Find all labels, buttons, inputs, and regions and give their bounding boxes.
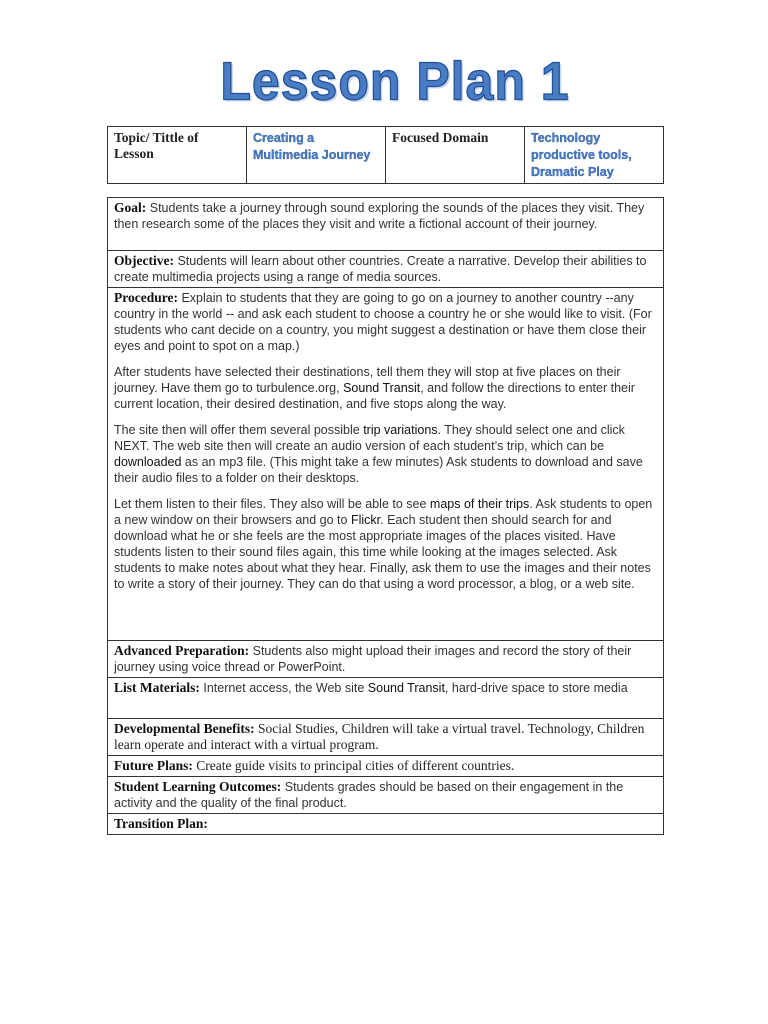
procedure-text-3a: The site then will offer them several possible: [114, 423, 364, 437]
procedure-text-4a: Let them listen to their files. They also will be able to see: [114, 497, 430, 511]
flickr-link[interactable]: Flickr: [350, 513, 381, 527]
goal-text: Students take a journey through sound exploring the sounds of the places they visit. They then research some of the places they visit and write a fictional account of their journey.: [114, 201, 645, 231]
sound-transit-link[interactable]: Sound Transit: [343, 381, 421, 395]
procedure-text-4b: . Ask students to open a new window on their browsers and go to: [114, 497, 653, 527]
procedure-paragraph-2: [114, 364, 657, 412]
materials-row: [108, 678, 664, 719]
objective-row: [108, 251, 664, 288]
advanced-preparation-label: Advanced Preparation:: [114, 643, 250, 658]
page-title: Lesson Plan 1: [220, 50, 570, 112]
header-row: [108, 127, 664, 184]
procedure-text-3b: . They should select one and click NEXT. The web site then will create an audio version of each student’s trip, which can be: [114, 423, 625, 453]
procedure-text-2a: After students have selected their destinations, tell them they will stop at five places on their journey. Have them go to turbulence.org,: [114, 365, 621, 395]
procedure-row: [108, 288, 664, 641]
materials-text-b: , hard-drive space to store media: [444, 681, 628, 695]
procedure-label: Procedure:: [114, 290, 178, 305]
procedure-text-2b: , and follow the directions to enter their current location, their desired destination, and five stops along the way.: [114, 381, 635, 411]
objective-label: Objective:: [114, 253, 174, 268]
transition-plan-row: [108, 814, 664, 835]
future-plans-text: Create guide visits to principal cities of different countries.: [196, 758, 515, 773]
goal-label: Goal:: [114, 200, 147, 215]
procedure-paragraph-4: [114, 496, 657, 592]
advanced-preparation-row: [108, 641, 664, 678]
procedure-paragraph-3: [114, 422, 657, 486]
future-plans-row: [108, 756, 664, 777]
outcomes-text: Students grades should be based on their engagement in the activity and the quality of the final product.: [114, 780, 624, 810]
procedure-text-3c: as an mp3 file. (This might take a few minutes) Ask students to download and save their audio files to a folder on their desktops.: [114, 455, 643, 485]
benefits-label: Developmental Benefits:: [114, 721, 255, 736]
objective-text: Students will learn about other countries. Create a narrative. Develop their abilities to create multimedia projects using a range of media sources.: [114, 254, 647, 284]
goal-row: [108, 198, 664, 251]
procedure-text-4c: . Each student then should search for and download what he or she feels are the most appropriate images of the places visited. Have students listen to their sound files again, this time while looking at the images selected. Ask students to make notes about what they hear. Finally, ask them to use the images and their notes to write a story of their journey. They can do that using a word processor, a blog, or a web site.: [114, 513, 651, 591]
domain-value: Technology productive tools, Dramatic Play: [525, 127, 664, 184]
procedure-text-1: Explain to students that they are going to go on a journey to another country --any country in the world -- and ask each student to choose a country he or she would like to visit. (For students who cant decide on a country, you might suggest a destination or have them close their eyes and point to spot on a map.): [114, 291, 652, 353]
lesson-table: [107, 197, 664, 835]
outcomes-row: [108, 777, 664, 814]
materials-text-a: Internet access, the Web site: [203, 681, 368, 695]
benefits-row: [108, 719, 664, 756]
outcomes-label: Student Learning Outcomes:: [114, 779, 282, 794]
title-container: [0, 52, 768, 110]
header-table: [107, 126, 664, 184]
topic-label: Topic/ Tittle of Lesson: [108, 127, 247, 184]
procedure-paragraph-1: [114, 290, 657, 354]
domain-label: Focused Domain: [386, 127, 525, 184]
benefits-text: Social Studies, Children will take a virtual travel. Technology, Children learn operate and interact with a virtual program.: [114, 721, 645, 752]
materials-label: List Materials:: [114, 680, 200, 695]
downloaded-link[interactable]: downloaded: [114, 455, 182, 469]
topic-value: Creating a Multimedia Journey: [247, 127, 386, 184]
advanced-preparation-text: Students also might upload their images and record the story of their journey using voice thread or PowerPoint.: [114, 644, 632, 674]
transition-plan-label: Transition Plan:: [114, 816, 208, 831]
trip-variations-link[interactable]: trip variations: [363, 423, 438, 437]
materials-sound-transit-link[interactable]: Sound Transit: [367, 681, 445, 695]
maps-of-trips-link[interactable]: maps of their trips: [429, 497, 530, 511]
future-plans-label: Future Plans:: [114, 758, 193, 773]
